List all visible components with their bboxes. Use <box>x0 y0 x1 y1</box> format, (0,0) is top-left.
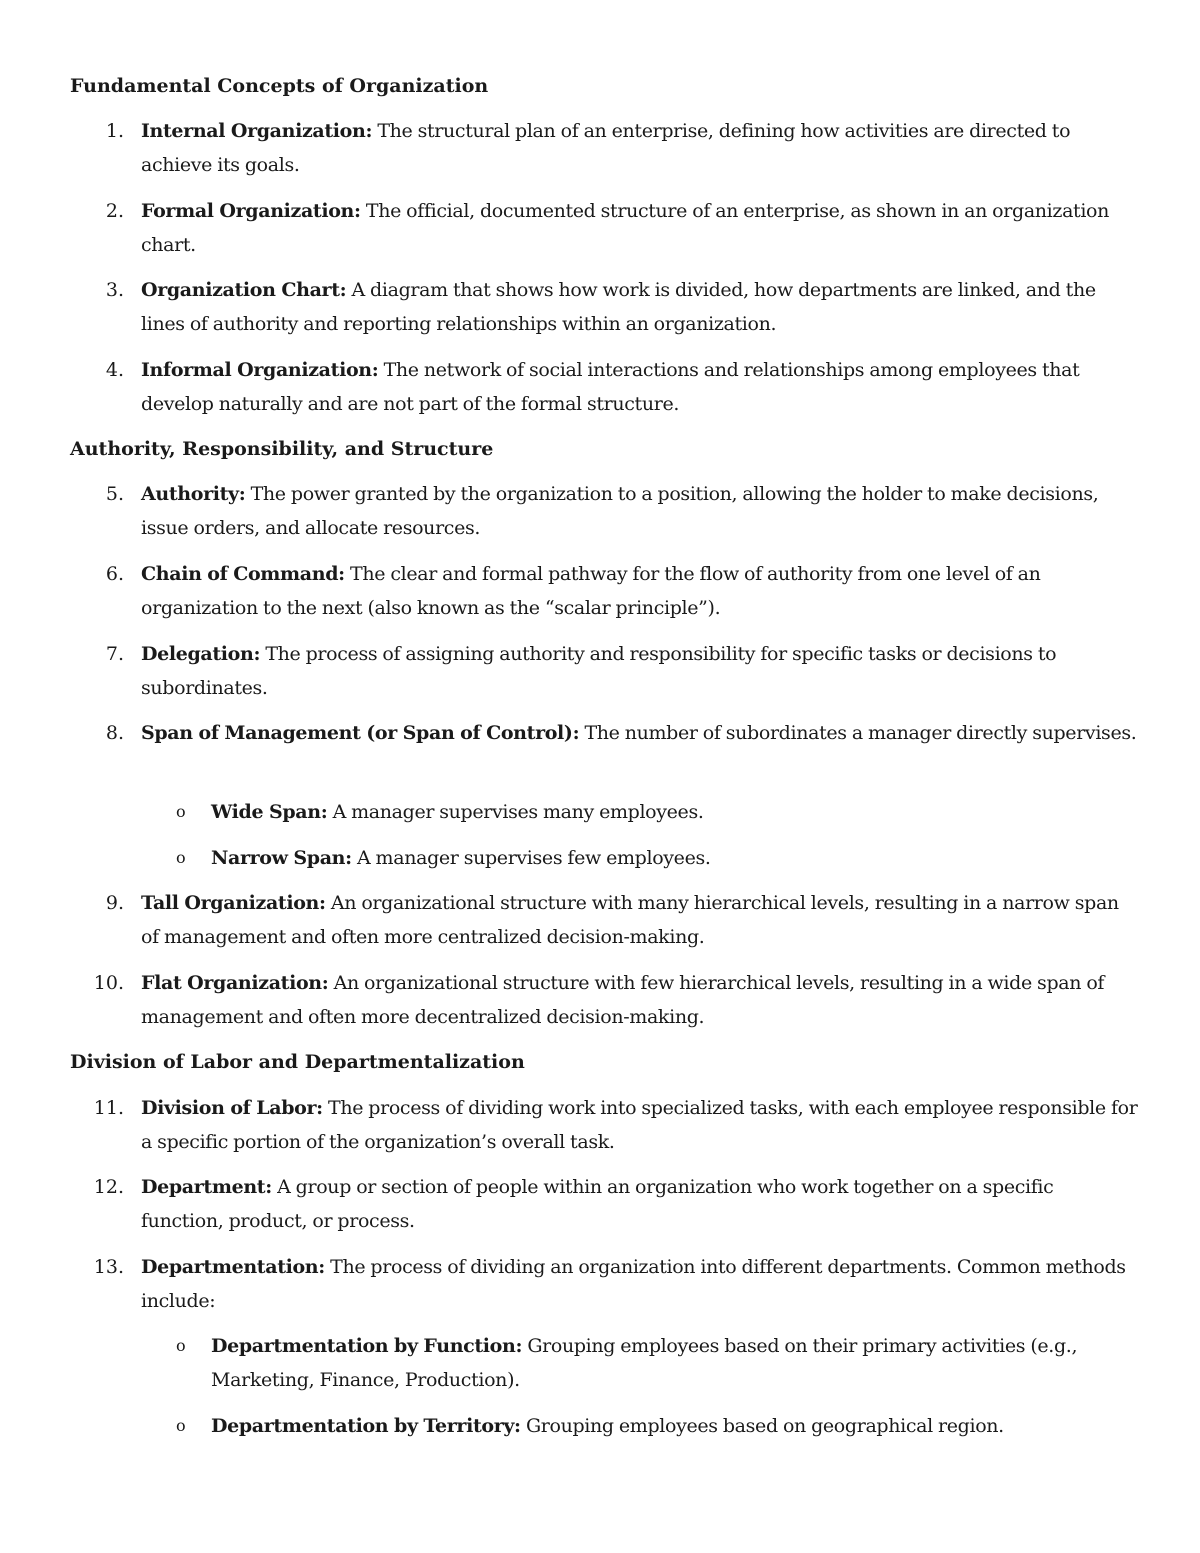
section-heading-division-of-labor: Division of Labor and Departmentalization <box>70 1051 525 1073</box>
sub-bullet: o <box>176 1416 186 1435</box>
item-number: 10. <box>93 972 124 994</box>
item-number: 13. <box>93 1256 124 1278</box>
item-number: 11. <box>93 1097 124 1119</box>
item-body <box>141 353 1141 421</box>
sub-bullet: o <box>176 1336 186 1355</box>
item-definition: The number of subordinates a manager directly supervises. <box>584 722 1137 744</box>
sub-item-body <box>211 1329 1141 1397</box>
item-term: Chain of Command: <box>141 563 345 585</box>
item-body <box>141 194 1141 262</box>
item-number: 9. <box>105 892 124 914</box>
item-term: Span of Management (or Span of Control): <box>141 722 580 744</box>
item-number: 2. <box>105 200 124 222</box>
item-body <box>141 114 1141 182</box>
item-number: 8. <box>105 722 124 744</box>
sub-item-term: Departmentation by Territory: <box>211 1415 521 1437</box>
item-definition: A group or section of people within an organization who work together on a specific function, product, or process. <box>141 1176 1054 1232</box>
item-term: Formal Organization: <box>141 200 361 222</box>
sub-item-definition: A manager supervises many employees. <box>332 801 704 823</box>
sub-bullet: o <box>176 848 186 867</box>
sub-item-term: Departmentation by Function: <box>211 1335 523 1357</box>
sub-item-definition: A manager supervises few employees. <box>357 847 711 869</box>
sub-item-definition: Grouping employees based on geographical region. <box>525 1415 1004 1437</box>
sub-bullet: o <box>176 802 186 821</box>
sub-item-definition: Grouping employees based on their primary activities (e.g., Marketing, Finance, Production). <box>211 1335 1078 1391</box>
item-definition: The clear and formal pathway for the flow of authority from one level of an organization to the next (also known as the “scalar principle”). <box>141 563 1041 619</box>
item-term: Authority: <box>141 483 246 505</box>
section-heading-authority-responsibility: Authority, Responsibility, and Structure <box>70 438 494 460</box>
item-body <box>141 477 1141 545</box>
sub-item-body <box>211 795 1141 829</box>
item-number: 5. <box>105 483 124 505</box>
item-definition: An organizational structure with few hierarchical levels, resulting in a wide span of management and often more decentralized decision-making. <box>141 972 1105 1028</box>
item-body <box>141 557 1141 625</box>
item-number: 7. <box>105 643 124 665</box>
sub-item-body <box>211 841 1141 875</box>
item-term: Department: <box>141 1176 272 1198</box>
item-term: Internal Organization: <box>141 120 373 142</box>
item-body <box>141 886 1141 954</box>
item-number: 1. <box>105 120 124 142</box>
item-definition: The process of dividing an organization into different departments. Common methods include: <box>141 1256 1126 1312</box>
item-term: Organization Chart: <box>141 279 347 301</box>
item-definition: The process of assigning authority and responsibility for specific tasks or decisions to subordinates. <box>141 643 1057 699</box>
item-term: Division of Labor: <box>141 1097 323 1119</box>
sub-item-body <box>211 1409 1141 1443</box>
item-term: Flat Organization: <box>141 972 329 994</box>
item-definition: The process of dividing work into specialized tasks, with each employee responsible for a specific portion of the organization’s overall task. <box>141 1097 1138 1153</box>
item-definition: A diagram that shows how work is divided, how departments are linked, and the lines of authority and reporting relationships within an organization. <box>141 279 1096 335</box>
item-term: Delegation: <box>141 643 261 665</box>
item-number: 4. <box>105 359 124 381</box>
item-body <box>141 637 1141 705</box>
item-body <box>141 1170 1141 1238</box>
item-body <box>141 1091 1141 1159</box>
item-definition: An organizational structure with many hierarchical levels, resulting in a narrow span of management and often more centralized decision-making. <box>141 892 1119 948</box>
item-definition: The power granted by the organization to a position, allowing the holder to make decisions, issue orders, and allocate resources. <box>141 483 1099 539</box>
item-term: Departmentation: <box>141 1256 325 1278</box>
item-number: 6. <box>105 563 124 585</box>
item-body <box>141 273 1141 341</box>
item-definition: The official, documented structure of an enterprise, as shown in an organization chart. <box>141 200 1110 256</box>
item-number: 3. <box>105 279 124 301</box>
sub-item-term: Wide Span: <box>211 801 328 823</box>
item-body <box>141 966 1141 1034</box>
section-heading-fundamental-concepts: Fundamental Concepts of Organization <box>70 75 489 97</box>
item-body <box>141 716 1141 750</box>
item-definition: The structural plan of an enterprise, defining how activities are directed to achieve its goals. <box>141 120 1071 176</box>
sub-item-term: Narrow Span: <box>211 847 352 869</box>
item-number: 12. <box>93 1176 124 1198</box>
item-body <box>141 1250 1141 1318</box>
item-term: Informal Organization: <box>141 359 379 381</box>
item-term: Tall Organization: <box>141 892 326 914</box>
item-definition: The network of social interactions and relationships among employees that develop naturally and are not part of the formal structure. <box>141 359 1080 415</box>
